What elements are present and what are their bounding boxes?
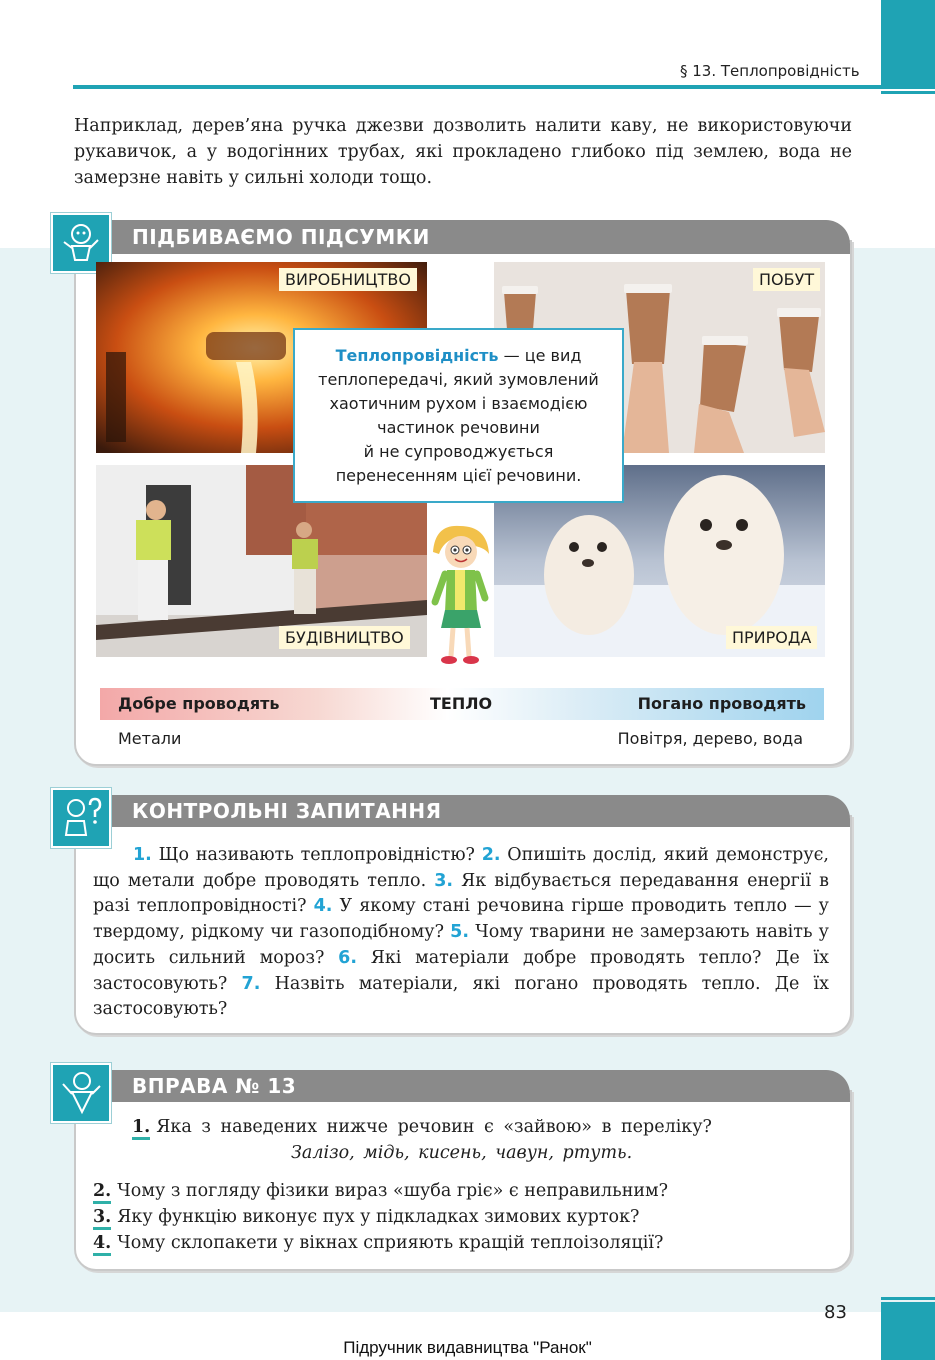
question-text: У якому стані речовина гірше проводить тепло — у твердому, рідкому чи газоподібному?: [93, 896, 829, 943]
exercise-text: Яку функцію виконує пух у підкладках зимових курток?: [117, 1207, 640, 1227]
question-text: Які матеріали добре проводять тепло? Де їх застосовують?: [93, 947, 829, 994]
scale-good-label: Добре проводять: [118, 694, 280, 713]
page-number: 83: [824, 1302, 847, 1323]
definition-line-6: перенесенням цієї речовини.: [335, 466, 582, 485]
label-industry: ВИРОБНИЦТВО: [279, 268, 417, 291]
definition-box: [293, 328, 624, 503]
scale-center-label: ТЕПЛО: [430, 694, 493, 713]
definition-line-3: хаотичним рухом і взаємодією: [329, 394, 588, 413]
exercise-item-1-subtext: Залізо, мідь, кисень, чавун, ртуть.: [291, 1143, 633, 1163]
section-header: § 13. Теплопровідність: [680, 62, 860, 80]
question-number: 1.: [133, 845, 152, 865]
label-nature: ПРИРОДА: [726, 626, 817, 649]
exercise-item-2: [93, 1178, 668, 1204]
exercise-title: ВПРАВА № 13: [132, 1074, 297, 1098]
definition-term: Теплопровідність: [335, 346, 499, 365]
definition-line-5: й не супроводжується: [363, 442, 554, 461]
exercise-mascot-icon: [51, 1063, 111, 1123]
header-rule: [73, 85, 935, 89]
question-number: 6.: [338, 947, 357, 968]
question-number: 7.: [241, 973, 261, 994]
exercise-number: 2.: [93, 1181, 111, 1204]
publisher-footer: Підручник видавництва "Ранок": [343, 1338, 592, 1357]
exercise-text: Яка з наведених нижче речовин є «зайвою» в переліку?: [156, 1117, 712, 1137]
scale-good-example: Метали: [118, 729, 182, 748]
intro-paragraph: Наприклад, дерев’яна ручка джезви дозволить налити каву, не використовуючи рукавичок, а у водогінних трубах, які прокладено глибоко під землею, вода не замерзне навіть у сильні холоди тощо.: [74, 116, 852, 188]
exercise-item-1: [132, 1114, 712, 1140]
exercise-text: Чому склопакети у вікнах сприяють кращій теплоізоляції?: [117, 1233, 664, 1253]
definition-line-4: частинок речовини: [377, 418, 540, 437]
exercise-title-bar: [74, 1070, 850, 1102]
definition-line-2: теплопередачі, який зумовлений: [318, 370, 599, 389]
scale-poor-example: Повітря, дерево, вода: [617, 729, 803, 748]
summary-title-bar: [74, 220, 850, 254]
question-number: 5.: [450, 922, 469, 943]
label-construction: БУДІВНИЦТВО: [279, 626, 410, 649]
exercise-item-4: [93, 1230, 663, 1256]
top-corner-tab: [881, 0, 935, 85]
exercise-text: Чому з погляду фізики вираз «шуба гріє» є неправильним?: [117, 1181, 669, 1201]
question-text: Як відбувається передавання енергії в разі теплопровідності?: [93, 870, 829, 917]
header-rule-secondary: [881, 91, 935, 94]
questions-title: КОНТРОЛЬНІ ЗАПИТАННЯ: [132, 799, 442, 823]
question-text: Назвіть матеріали, які погано проводять тепло. Де їх застосовують?: [93, 973, 829, 1020]
question-text: Опишіть дослід, який демонструє, що метали добре проводять тепло.: [93, 845, 829, 891]
definition-line-1-rest: — це вид: [498, 346, 582, 365]
exercise-number: 3.: [93, 1207, 111, 1230]
questions-mascot-icon: [51, 788, 111, 848]
heat-conduction-scale: [100, 688, 824, 720]
scale-poor-label: Погано проводять: [637, 694, 806, 713]
summary-title: ПІДБИВАЄМО ПІДСУМКИ: [132, 225, 430, 249]
question-text: Що називають теплопровідністю?: [158, 845, 475, 865]
exercise-number: 4.: [93, 1233, 111, 1256]
question-number: 2.: [481, 845, 501, 865]
definition-line-1: [295, 344, 622, 368]
exercise-item-3: [93, 1204, 639, 1230]
question-text: Чому тварини не замерзають навіть у досить сильний мороз?: [93, 922, 829, 968]
label-household: ПОБУТ: [753, 268, 820, 291]
question-number: 4.: [313, 896, 333, 917]
exercise-number: 1.: [132, 1117, 150, 1140]
questions-text: [93, 843, 829, 1023]
question-number: 3.: [434, 870, 454, 891]
questions-title-bar: [74, 795, 850, 827]
footer-rule: [881, 1297, 935, 1300]
girl-mascot-illustration: [425, 524, 495, 668]
